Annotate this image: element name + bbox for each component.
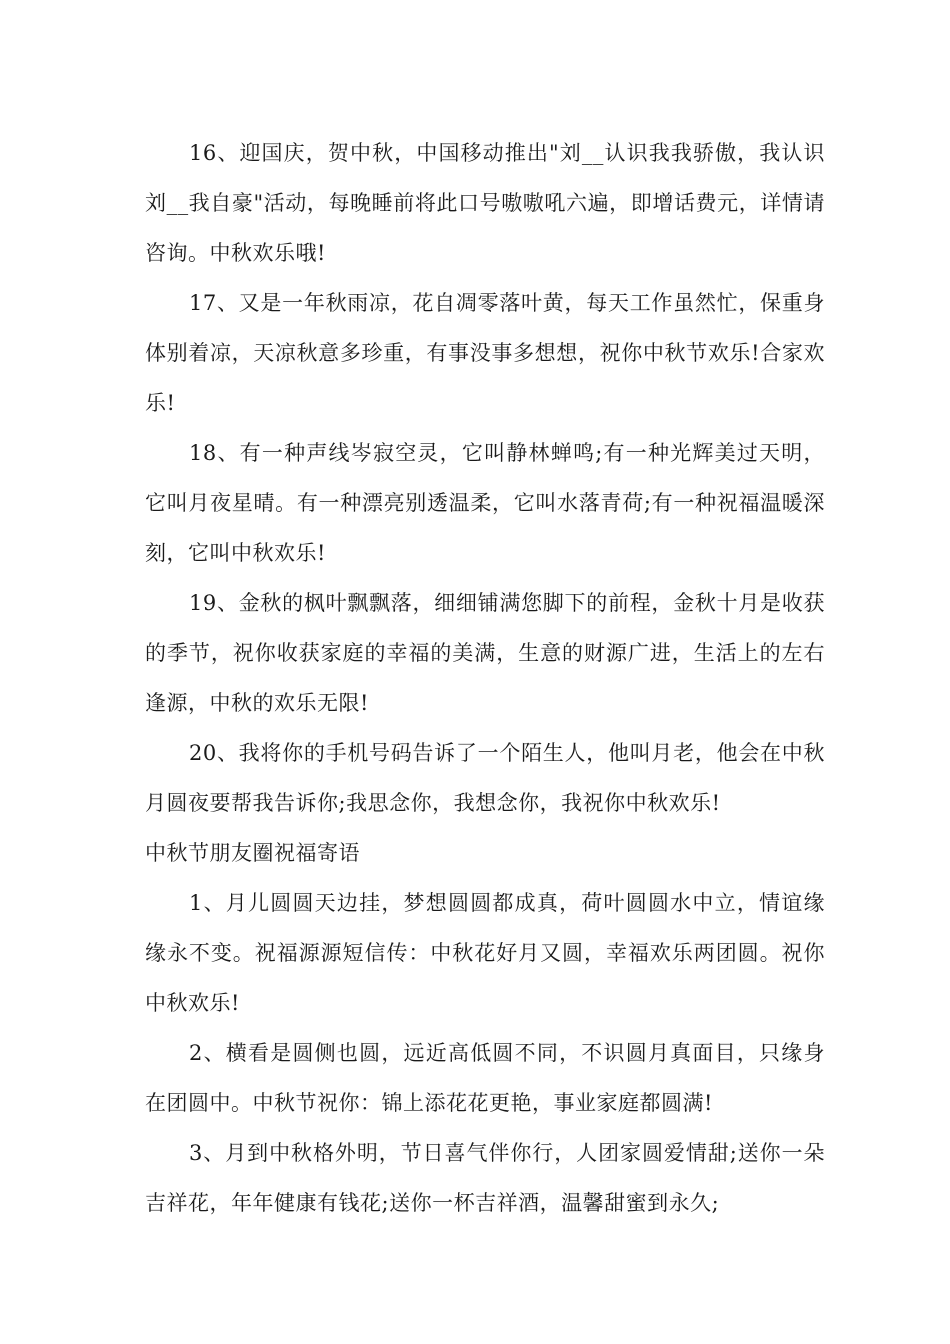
paragraph-16: 16、迎国庆，贺中秋，中国移动推出"刘__认识我我骄傲，我认识刘__我自豪"活动，每晚睡前将此口号嗷嗷吼六遍，即增话费元，详情请咨询。中秋欢乐哦! [145,141,825,265]
paragraph-1: 1、月儿圆圆天边挂，梦想圆圆都成真，荷叶圆圆水中立，情谊缘缘永不变。祝福源源短信传：中秋花好月又圆，幸福欢乐两团圆。祝你中秋欢乐! [145,891,825,1015]
paragraph-18: 18、有一种声线岑寂空灵，它叫静林蝉鸣;有一种光辉美过天明，它叫月夜星晴。有一种漂亮别透温柔，它叫水落青荷;有一种祝福温暖深刻，它叫中秋欢乐! [145,441,825,565]
document-body [145,128,825,1228]
section-heading: 中秋节朋友圈祝福寄语 [145,841,360,865]
paragraph-2: 2、横看是圆侧也圆，远近高低圆不同，不识圆月真面目，只缘身在团圆中。中秋节祝你：锦上添花花更艳，事业家庭都圆满! [145,1041,825,1115]
paragraph-19: 19、金秋的枫叶飘飘落，细细铺满您脚下的前程，金秋十月是收获的季节，祝你收获家庭的幸福的美满，生意的财源广进，生活上的左右逢源，中秋的欢乐无限! [145,591,825,715]
paragraph-3: 3、月到中秋格外明，节日喜气伴你行，人团家圆爱情甜;送你一朵吉祥花，年年健康有钱花;送你一杯吉祥酒，温馨甜蜜到永久; [145,1141,825,1215]
paragraph-17: 17、又是一年秋雨凉，花自凋零落叶黄，每天工作虽然忙，保重身体别着凉，天凉秋意多珍重，有事没事多想想，祝你中秋节欢乐!合家欢乐! [145,291,825,415]
paragraph-20: 20、我将你的手机号码告诉了一个陌生人，他叫月老，他会在中秋月圆夜要帮我告诉你;我思念你，我想念你，我祝你中秋欢乐! [145,741,825,815]
